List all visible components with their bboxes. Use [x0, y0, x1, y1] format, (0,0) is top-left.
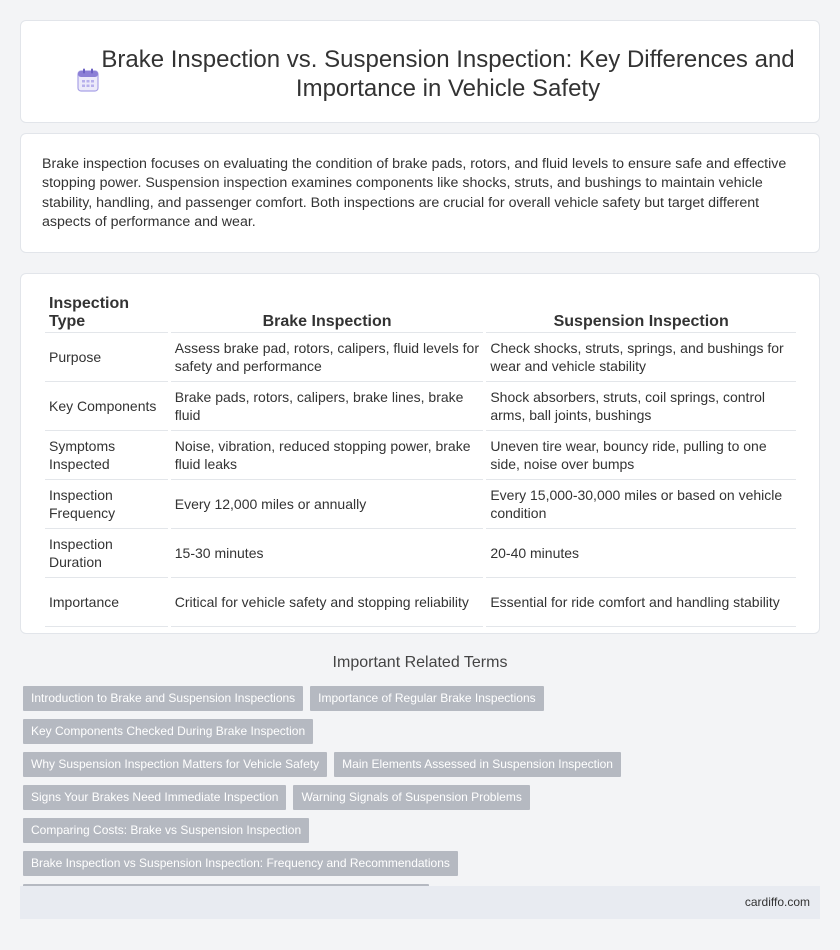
- column-header: Suspension Inspection: [486, 295, 796, 333]
- table-cell: Purpose: [45, 333, 168, 382]
- table-header-row: [45, 295, 796, 333]
- comparison-table: [42, 295, 799, 627]
- table-row: [45, 431, 796, 480]
- table-cell: Every 15,000-30,000 miles or based on vehicle condition: [486, 480, 796, 529]
- related-term-link[interactable]: Comparing Costs: Brake vs Suspension Inspection: [23, 818, 309, 843]
- table-cell: Essential for ride comfort and handling stability: [486, 578, 796, 627]
- related-term-link[interactable]: Brake Inspection vs Suspension Inspection: Frequency and Recommendations: [23, 851, 458, 876]
- page-title: Brake Inspection vs. Suspension Inspection: Key Differences and Importance in Vehicle Safety: [101, 46, 795, 102]
- table-cell: Assess brake pad, rotors, calipers, fluid levels for safety and performance: [171, 333, 484, 382]
- comparison-table-card: [20, 273, 820, 634]
- table-cell: Every 12,000 miles or annually: [171, 480, 484, 529]
- related-terms-heading: Important Related Terms: [332, 654, 508, 671]
- table-cell: Brake pads, rotors, calipers, brake lines, brake fluid: [171, 382, 484, 431]
- table-cell: Symptoms Inspected: [45, 431, 168, 480]
- table-cell: Inspection Frequency: [45, 480, 168, 529]
- related-term-link[interactable]: Key Components Checked During Brake Inspection: [23, 719, 313, 744]
- table-cell: 20-40 minutes: [486, 529, 796, 578]
- footer: [20, 886, 820, 919]
- calendar-icon: [77, 68, 99, 92]
- table-row: [45, 529, 796, 578]
- table-cell: Inspection Duration: [45, 529, 168, 578]
- table-row: [45, 578, 796, 627]
- table-cell: Key Components: [45, 382, 168, 431]
- related-term-link[interactable]: Main Elements Assessed in Suspension Inspection: [334, 752, 621, 777]
- table-row: [45, 333, 796, 382]
- column-header: Brake Inspection: [171, 295, 484, 333]
- table-cell: Shock absorbers, struts, coil springs, control arms, ball joints, bushings: [486, 382, 796, 431]
- column-header: Inspection Type: [45, 295, 168, 333]
- footer-site-link[interactable]: cardiffo.com: [744, 895, 810, 909]
- table-cell: Uneven tire wear, bouncy ride, pulling to one side, noise over bumps: [486, 431, 796, 480]
- related-terms-list: [23, 686, 623, 909]
- table-cell: Importance: [45, 578, 168, 627]
- table-cell: 15-30 minutes: [171, 529, 484, 578]
- related-term-link[interactable]: Warning Signals of Suspension Problems: [293, 785, 529, 810]
- related-term-link[interactable]: Importance of Regular Brake Inspections: [310, 686, 543, 711]
- title-card: [20, 20, 820, 123]
- table-cell: Noise, vibration, reduced stopping power, brake fluid leaks: [171, 431, 484, 480]
- table-cell: Critical for vehicle safety and stopping reliability: [171, 578, 484, 627]
- summary-text: Brake inspection focuses on evaluating the condition of brake pads, rotors, and fluid levels to ensure safe and effective stopping power. Suspension inspection examines components like shocks, struts, and bushings to maintain vehicle stability, handling, and passenger comfort. Both inspections are crucial for overall vehicle safety but target different aspects of performance and wear.: [42, 156, 787, 230]
- related-term-link[interactable]: Signs Your Brakes Need Immediate Inspection: [23, 785, 286, 810]
- table-cell: Check shocks, struts, springs, and bushings for wear and vehicle stability: [486, 333, 796, 382]
- table-row: [45, 480, 796, 529]
- related-term-link[interactable]: Why Suspension Inspection Matters for Vehicle Safety: [23, 752, 327, 777]
- summary-card: [20, 133, 820, 253]
- related-term-link[interactable]: Introduction to Brake and Suspension Inspections: [23, 686, 303, 711]
- table-row: [45, 382, 796, 431]
